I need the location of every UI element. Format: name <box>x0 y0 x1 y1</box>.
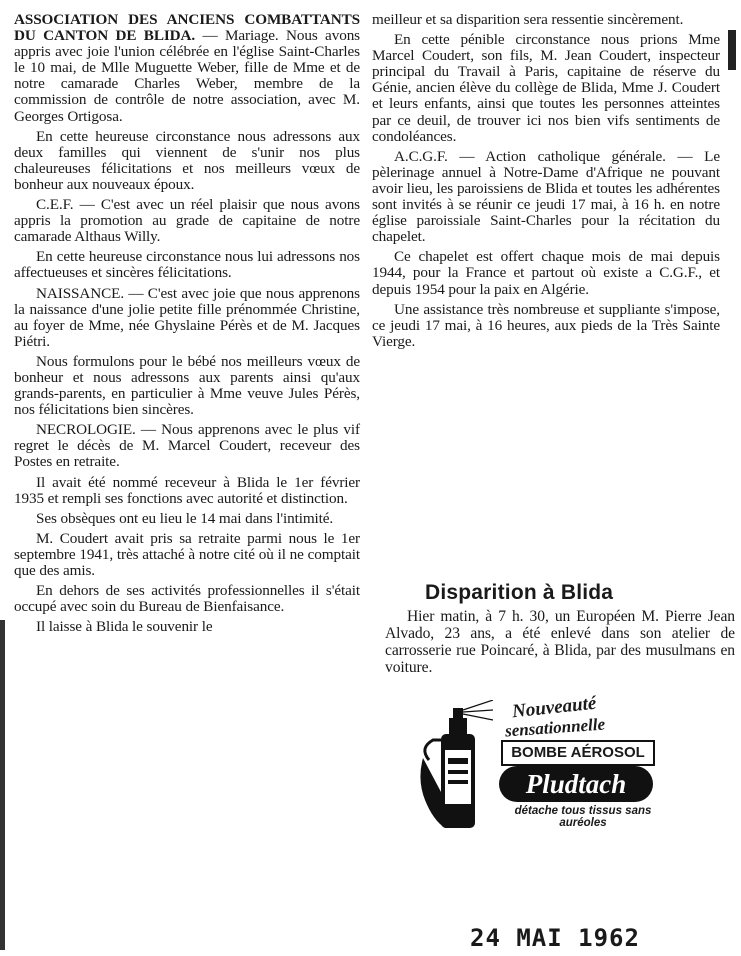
article-paragraph: En cette heureuse circonstance nous adressons aux deux familles qui viennent de s'unir nos plus chaleureuses félicitations et nos meilleurs vœux de bonheur aux nouveaux époux. <box>14 127 360 193</box>
ad-product-type: BOMBE AÉROSOL <box>501 740 655 766</box>
disparition-article <box>385 608 735 680</box>
ad-subheadline: sensationnelle <box>504 714 606 741</box>
ad-tagline: détache tous tissus sans auréoles <box>514 805 652 829</box>
article-paragraph: En cette heureuse circonstance nous lui adressons nos affectueuses et sincères félicitations. <box>14 248 360 282</box>
article-paragraph: M. Coudert avait pris sa retraite parmi nous le 1er septembre 1941, très attaché à notre cité où il ne comptait que des amis. <box>14 529 360 579</box>
aerosol-advertisement <box>415 692 677 832</box>
article-paragraph: Il avait été nommé receveur à Blida le 1er février 1935 et rempli ses fonctions avec autorité et distinction. <box>14 473 360 507</box>
article-paragraph: A.C.G.F. — Action catholique générale. — Le pèlerinage annuel à Notre-Dame d'Afrique ne pouvant avoir lieu, les paroissiens de Blida et toutes les adhérentes sont invités à se réunir ce jeudi 17 mai, à 16 h. en notre église paroissiale Saint-Charles pour la récitation du chapelet. <box>372 147 720 246</box>
article-paragraph: C.E.F. — C'est avec un réel plaisir que nous avons appris la promotion au grade de capitaine de notre camarade Althaus Willy. <box>14 196 360 246</box>
article-paragraph: NECROLOGIE. — Nous apprenons avec le plus vif regret le décès de M. Marcel Coudert, receveur des Postes en retraite. <box>14 421 360 471</box>
page-edge-mark <box>728 30 736 70</box>
left-column <box>14 12 360 639</box>
ad-headline: Nouveauté <box>511 692 598 723</box>
article-paragraph: meilleur et sa disparition sera ressentie sincèrement. <box>372 11 684 28</box>
article-paragraph: Il laisse à Blida le souvenir le <box>36 618 213 636</box>
article-paragraph: Une assistance très nombreuse et suppliante s'impose, ce jeudi 17 mai, à 16 heures, aux pieds de la Très Sainte Vierge. <box>372 300 720 350</box>
disparition-headline: Disparition à Blida <box>425 581 614 604</box>
spray-can-icon <box>415 700 495 832</box>
handwritten-date: 24 MAI 1962 <box>470 924 640 952</box>
article-paragraph: ASSOCIATION DES ANCIENS COMBATTANTS DU CANTON DE BLIDA. — Mariage. Nous avons appris avec joie l'union célébrée en l'église Saint-Charles le 10 mai, de Mlle Muguette Weber, fille de Mme et de notre camarade Charles Weber, membre de la commission de contrôle de notre association, avec M. Georges Ortigosa. <box>14 11 360 125</box>
article-paragraph: NAISSANCE. — C'est avec joie que nous apprenons la naissance d'une jolie petite fille prénommée Christine, au foyer de Mme, née Ghyslaine Pérès et de M. Jacques Piétri. <box>14 284 360 350</box>
association-heading: ASSOCIATION DES ANCIENS COMBATTANTS DU CANTON DE BLIDA. <box>14 11 360 45</box>
article-paragraph: Ses obsèques ont eu lieu le 14 mai dans l'intimité. <box>36 509 334 527</box>
article-paragraph: En dehors de ses activités professionnelles il s'était occupé avec soin du Bureau de Bienfaisance. <box>14 582 360 616</box>
ad-brand-name: Pludtach <box>499 766 653 802</box>
page-edge-bar <box>0 620 5 950</box>
article-paragraph: Ce chapelet est offert chaque mois de mai depuis 1944, pour la France et partout où existe a C.G.F., et depuis 1954 pour la paix en Algérie. <box>372 248 720 298</box>
right-column <box>372 12 720 354</box>
article-paragraph: Nous formulons pour le bébé nos meilleurs vœux de bonheur et nous adressons aux parents ainsi qu'aux grands-parents, en particulier à Mme veuve Jules Pérès, nos félicitations bien sincères. <box>14 352 360 419</box>
article-paragraph: En cette pénible circonstance nous prions Mme Marcel Coudert, son fils, M. Jean Coudert, inspecteur principal du Travail à Paris, capitaine de réserve du Génie, ancien élève du collège de Blida, Mme J. Coudert et leurs enfants, ainsi que toutes les personnes atteintes par ce deuil, de trouver ici nos bien vifs sentiments de condoléances. <box>372 31 720 145</box>
article-paragraph: Hier matin, à 7 h. 30, un Européen M. Pierre Jean Alvado, 23 ans, a été enlevé dans son atelier de carrosserie rue Poincaré, à Blida, par des musulmans en voiture. <box>385 608 735 676</box>
